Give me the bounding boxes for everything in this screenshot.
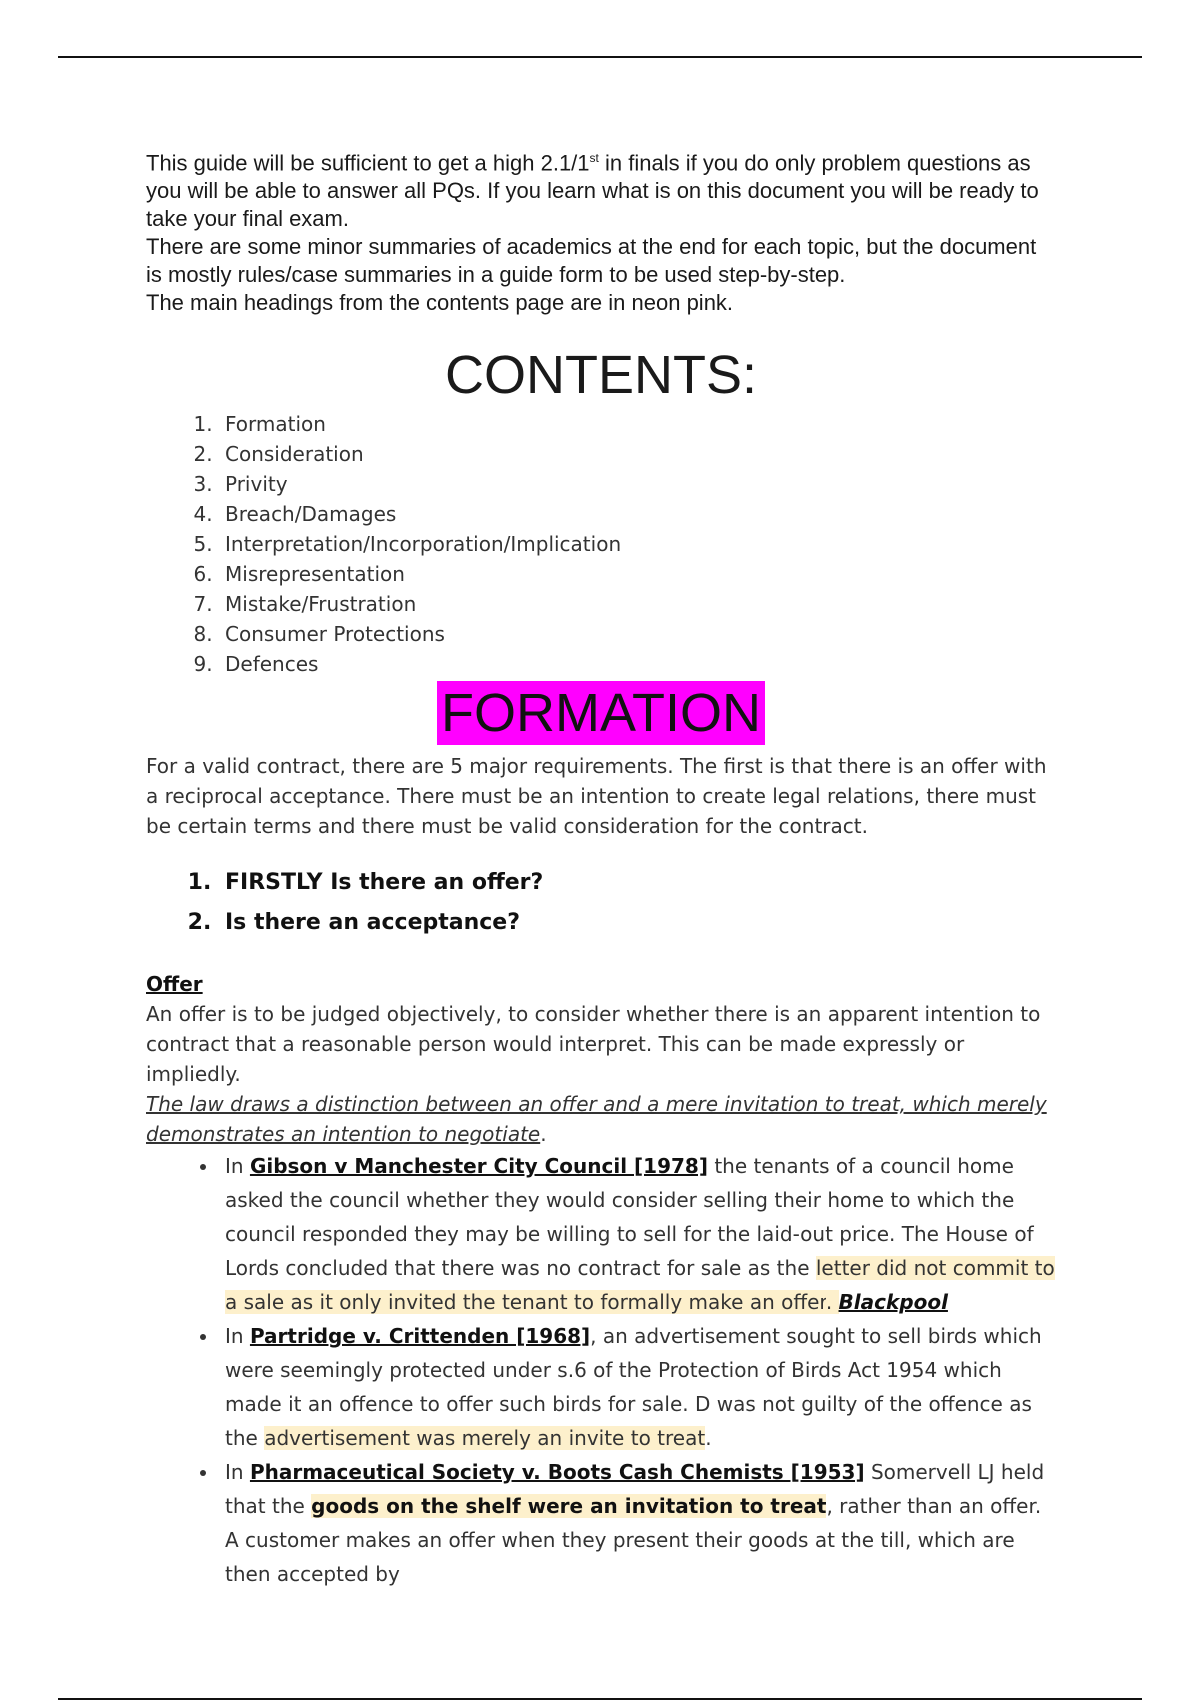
- contents-item: 1. Formation: [219, 409, 1056, 439]
- highlighted-text: letter did not commit to a sale as it only invited the tenant to formally make an offer: [225, 1256, 1055, 1315]
- offer-text: An offer is to be judged objectively, to consider whether there is an apparent intention to contract that a reasonable person would interpret. This can be made expressly or impliedly.: [146, 1002, 1041, 1087]
- contents-item: 5. Interpretation/Incorporation/Implication: [219, 529, 1056, 559]
- intro-paragraph-3: The main headings from the contents page are in neon pink.: [146, 290, 734, 316]
- case-name: Gibson v Manchester City Council [1978]: [249, 1154, 708, 1179]
- case-list: [146, 1149, 1056, 1591]
- highlighted-text: goods on the shelf were an invitation to treat: [311, 1494, 827, 1519]
- question-item: 1. FIRSTLY Is there an offer?: [219, 863, 1056, 903]
- highlighted-text: advertisement was merely an invite to treat: [264, 1426, 706, 1451]
- document-page: [146, 144, 1056, 1591]
- formation-heading-wrap: [146, 681, 1056, 745]
- case-reference: Blackpool: [838, 1290, 948, 1315]
- contents-item: 3. Privity: [219, 469, 1056, 499]
- offer-distinction: The law draws a distinction between an offer and a mere invitation to treat, which merely demonstrates an intention to negotiate.: [146, 1092, 1047, 1147]
- header-rule: [58, 56, 1142, 58]
- contents-item: 6. Misrepresentation: [219, 559, 1056, 589]
- contents-item: 7. Mistake/Frustration: [219, 589, 1056, 619]
- formation-intro: For a valid contract, there are 5 major requirements. The first is that there is an offer with a reciprocal acceptance. There must be an intention to create legal relations, there must be certain terms and there must be valid consideration for the contract.: [146, 754, 1047, 839]
- case-item: • In Pharmaceutical Society v. Boots Cash Chemists [1953] Somervell LJ held that the goods on the shelf were an invitation to treat, rather than an offer. A customer makes an offer when they present their goods at the till, which are then accepted by: [219, 1455, 1056, 1591]
- contents-list: [146, 409, 1056, 679]
- contents-item: 9. Defences: [219, 649, 1056, 679]
- intro-block: [146, 144, 1056, 317]
- offer-heading: Offer: [146, 972, 203, 997]
- contents-item: 8. Consumer Protections: [219, 619, 1056, 649]
- question-item: 2. Is there an acceptance?: [219, 903, 1056, 943]
- case-item: • In Partridge v. Crittenden [1968], an advertisement sought to sell birds which were seemingly protected under s.6 of the Protection of Birds Act 1954 which made it an offence to offer such birds for sale. D was not guilty of the offence as the advertisement was merely an invite to treat.: [219, 1319, 1056, 1455]
- intro-paragraph-1: This guide will be sufficient to get a high 2.1/1st in finals if you do only problem questions as you will be able to answer all PQs. If you learn what is on this document you will be ready to take your final exam.: [146, 150, 1039, 232]
- contents-item: 2. Consideration: [219, 439, 1056, 469]
- intro-paragraph-2: There are some minor summaries of academics at the end for each topic, but the document is mostly rules/case summaries in a guide form to be used step-by-step.: [146, 234, 1037, 288]
- contents-title: CONTENTS:: [444, 345, 757, 406]
- case-name: Partridge v. Crittenden [1968]: [249, 1324, 591, 1349]
- case-item: • In Gibson v Manchester City Council [1978] the tenants of a council home asked the council whether they would consider selling their home to which the council responded they may be willing to sell for the laid-out price. The House of Lords concluded that there was no contract for sale as the letter did not commit to a sale as it only invited the tenant to formally make an offer. Blackpool: [219, 1149, 1056, 1319]
- contents-item: 4. Breach/Damages: [219, 499, 1056, 529]
- formation-heading: FORMATION: [437, 681, 765, 745]
- case-name: Pharmaceutical Society v. Boots Cash Chemists [1953]: [249, 1460, 865, 1485]
- formation-questions: [146, 863, 1056, 943]
